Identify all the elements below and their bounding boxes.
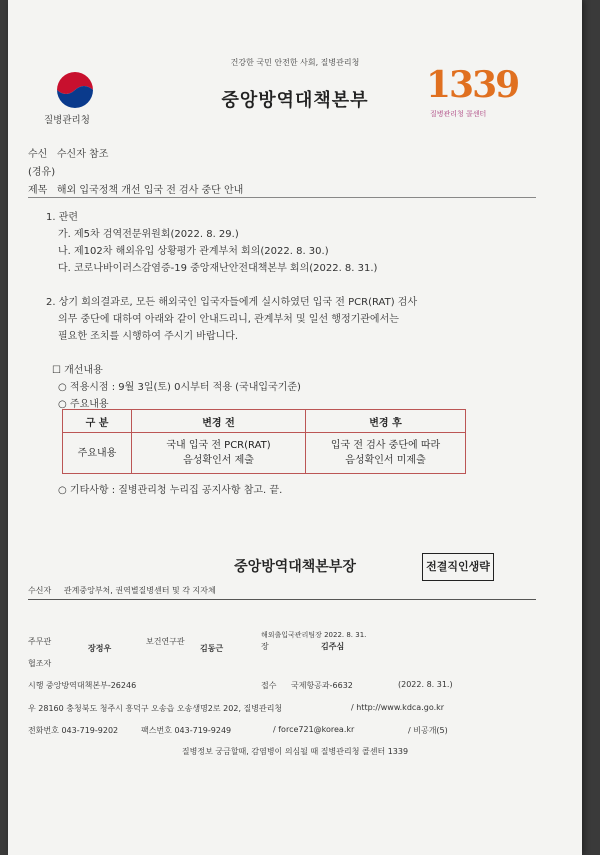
section1-item: 가. 제5차 검역전문위원회(2022. 8. 29.): [58, 229, 239, 240]
agency-name: 질병관리청: [44, 115, 90, 126]
document-page: [8, 0, 582, 855]
staff1-name: 장정우: [88, 644, 112, 653]
disclosure-status: / 비공개(5): [408, 726, 448, 735]
subject-divider: [28, 197, 536, 198]
hotline-number: 1339: [426, 64, 519, 106]
staff2-role: 보건연구관: [146, 637, 185, 646]
cell-before-line: 음성확인서 제출: [183, 455, 254, 466]
footer-recipients-value: 관계중앙부처, 권역별질병센터 및 각 지자체: [63, 586, 216, 595]
staff2-name: 김동근: [200, 644, 224, 653]
slogan: 건강한 국민 안전한 사회, 질병관리청: [230, 58, 360, 67]
section1-item: 나. 제102차 해외유입 상황평가 관계부처 회의(2022. 8. 30.): [58, 246, 329, 257]
footer-divider: [28, 599, 536, 600]
receipt-label: 접수: [261, 681, 277, 690]
header-before: 변경 전: [132, 410, 306, 433]
cell-after-line: 입국 전 검사 중단에 따라: [330, 440, 441, 451]
table-header-row: [63, 410, 466, 433]
section2-line: 2. 상기 회의결과로, 모든 해외국인 입국자들에게 실시하였던 입국 전 PCR(RAT) 검사: [46, 297, 418, 308]
table-row: [63, 433, 466, 474]
comparison-table: [62, 409, 466, 474]
hotline-label: 질병관리청 콜센터: [430, 110, 487, 118]
section2-line: 필요한 조치를 시행하여 주시기 바랍니다.: [58, 331, 239, 342]
other-notes: ○ 기타사항 : 질병관리청 누리집 공지사항 참고. 끝.: [58, 485, 283, 496]
row-label: 주요내용: [63, 433, 132, 474]
subject-value: 해외 입국정책 개선 입국 전 검사 중단 안내: [56, 185, 244, 196]
header-after: 변경 후: [306, 410, 466, 433]
staff1-role: 주무관: [28, 637, 52, 646]
section1-item: 다. 코로나바이러스감염증-19 중앙재난안전대책본부 회의(2022. 8. 31.): [58, 263, 378, 274]
application-timing: ○ 적용시점 : 9월 3일(토) 0시부터 적용 (국내입국기준): [58, 382, 301, 393]
cell-before: [132, 433, 306, 474]
staff3-suffix: 장: [261, 642, 269, 651]
hotline-logo: [426, 64, 519, 110]
subject-line: [28, 181, 243, 196]
footer-recipients: [28, 585, 216, 596]
recipient-line: [28, 145, 108, 160]
main-content-heading: ○ 주요내용: [58, 399, 109, 410]
improvements-heading: ☐ 개선내용: [52, 365, 103, 376]
address: 우 28160 충청북도 청주시 흥덕구 오송읍 오송생명2로 202, 질병관리청: [28, 704, 283, 713]
staff3-role-text: 해외출입국관리팀장: [261, 631, 322, 639]
header-category: 구 분: [63, 410, 132, 433]
phone-number: 전화번호 043-719-9202: [28, 726, 119, 735]
recipient-label: 수신: [28, 149, 48, 160]
enforcement-number: 시행 중앙방역대책본부-26246: [28, 681, 137, 690]
website-link[interactable]: / http://www.kdca.go.kr: [351, 703, 445, 712]
cooperator-label: 협조자: [28, 659, 52, 668]
staff3-name: 김주심: [321, 642, 345, 651]
email-link[interactable]: / force721@korea.kr: [273, 725, 355, 734]
enforcement-date: (2022. 8. 31.): [398, 680, 453, 689]
recipient-value: 수신자 참조: [56, 149, 109, 160]
cell-after-line: 음성확인서 미제출: [345, 455, 426, 466]
subject-label: 제목: [28, 185, 48, 196]
via-line: (경유): [28, 167, 56, 178]
cell-before-line: 국내 입국 전 PCR(RAT): [166, 440, 271, 451]
cell-after: [306, 433, 466, 474]
approval-stamp: 전결직인생략: [422, 553, 494, 581]
section1-heading: 1. 관련: [46, 212, 79, 223]
staff3-date: 2022. 8. 31.: [324, 631, 367, 639]
footer-recipients-label: 수신자: [28, 586, 52, 595]
staff3-role: [261, 630, 366, 640]
signatory-title: 중앙방역대책본부장: [234, 559, 356, 575]
document-title: 중앙방역대책본부: [221, 90, 369, 111]
hotline-footer: 질병정보 궁금할때, 감염병이 의심될 때 질병관리청 콜센터 1339: [181, 747, 409, 756]
fax-number: 팩스번호 043-719-9249: [141, 726, 232, 735]
section2-line: 의무 중단에 대하여 아래와 같이 안내드리니, 관계부처 및 일선 행정기관에서는: [58, 314, 399, 325]
receipt-value: 국제항공과-6632: [291, 681, 353, 690]
